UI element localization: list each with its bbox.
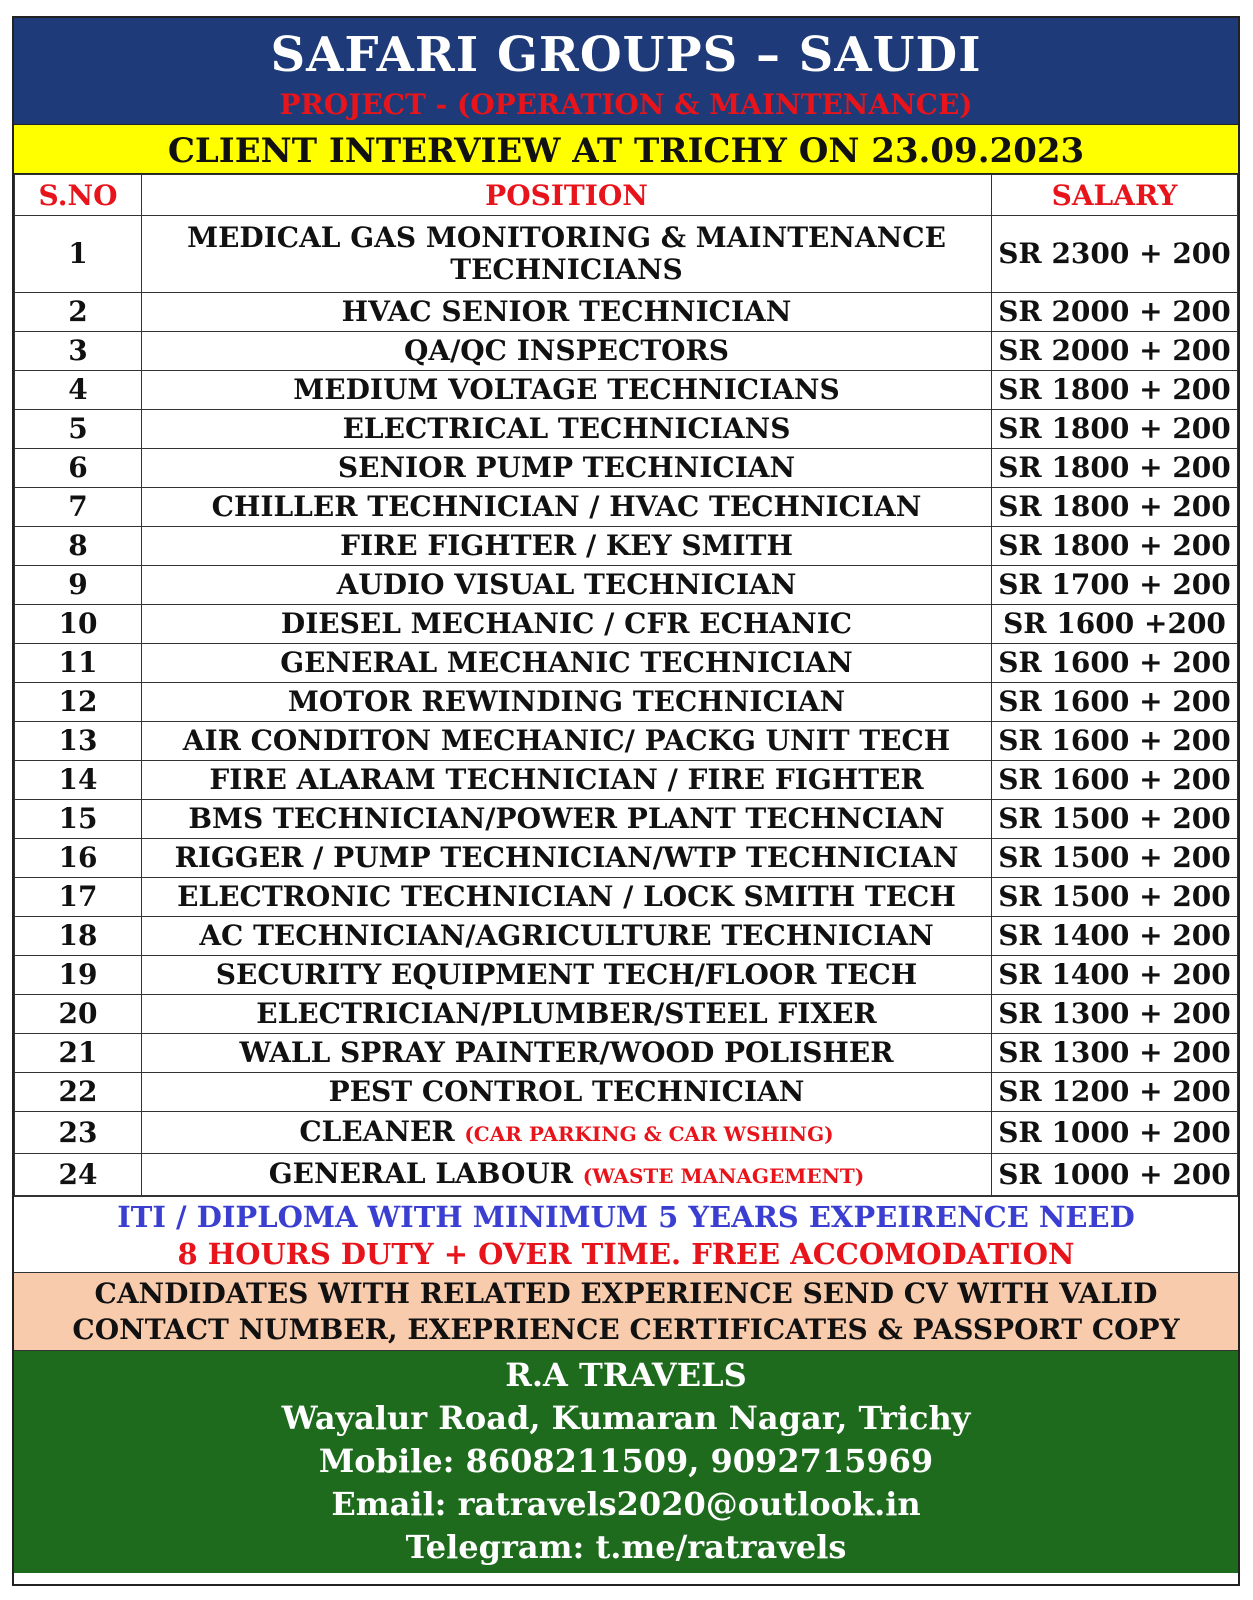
row-position — [142, 410, 992, 449]
row-sno: 6 — [15, 449, 142, 488]
row-salary: SR 1000 + 200 — [992, 1154, 1238, 1196]
interview-banner: CLIENT INTERVIEW AT TRICHY ON 23.09.2023 — [14, 124, 1238, 174]
row-sno: 4 — [15, 371, 142, 410]
position-title: SENIOR PUMP TECHNICIAN — [337, 451, 796, 484]
job-poster — [12, 16, 1240, 1586]
row-sno: 1 — [15, 216, 142, 293]
position-title: GENERAL LABOUR — [268, 1156, 574, 1190]
row-sno: 15 — [15, 800, 142, 839]
row-salary: SR 1500 + 200 — [992, 800, 1238, 839]
row-salary: SR 1000 + 200 — [992, 1112, 1238, 1154]
row-salary: SR 1800 + 200 — [992, 527, 1238, 566]
table-row — [15, 956, 1238, 995]
poster-title: SAFARI GROUPS – SAUDI — [270, 27, 982, 83]
table-row — [15, 1034, 1238, 1073]
row-position — [142, 293, 992, 332]
position-title: ELECTRICIAN/PLUMBER/STEEL FIXER — [256, 997, 877, 1030]
row-position — [142, 917, 992, 956]
company-mobile: Mobile: 8608211509, 9092715969 — [318, 1442, 934, 1480]
position-title: MOTOR REWINDING TECHNICIAN — [287, 685, 846, 718]
position-header: POSITION — [142, 175, 992, 216]
row-salary: SR 1500 + 200 — [992, 839, 1238, 878]
row-position — [142, 566, 992, 605]
position-note: (WASTE MANAGEMENT) — [582, 1163, 865, 1188]
row-salary: SR 1800 + 200 — [992, 449, 1238, 488]
contact-footer — [14, 1350, 1238, 1573]
sno-header: S.NO — [15, 175, 142, 216]
row-sno: 3 — [15, 332, 142, 371]
position-note: (CAR PARKING & CAR WSHING) — [464, 1121, 834, 1146]
row-position — [142, 527, 992, 566]
row-salary: SR 1600 +200 — [992, 605, 1238, 644]
row-salary: SR 1300 + 200 — [992, 995, 1238, 1034]
position-title: HVAC SENIOR TECHNICIAN — [341, 295, 792, 328]
row-salary: SR 1800 + 200 — [992, 371, 1238, 410]
table-row — [15, 332, 1238, 371]
row-sno: 10 — [15, 605, 142, 644]
row-position — [142, 995, 992, 1034]
candidates-instructions — [14, 1272, 1238, 1350]
table-row — [15, 644, 1238, 683]
table-row — [15, 1154, 1238, 1196]
row-sno: 11 — [15, 644, 142, 683]
row-position — [142, 761, 992, 800]
row-position — [142, 800, 992, 839]
row-sno: 14 — [15, 761, 142, 800]
position-title: MEDIUM VOLTAGE TECHNICIANS — [293, 373, 840, 406]
table-row — [15, 527, 1238, 566]
company-address: Wayalur Road, Kumaran Nagar, Trichy — [281, 1399, 971, 1437]
table-row — [15, 605, 1238, 644]
position-title: AUDIO VISUAL TECHNICIAN — [336, 568, 797, 601]
row-salary: SR 1200 + 200 — [992, 1073, 1238, 1112]
row-salary: SR 1800 + 200 — [992, 488, 1238, 527]
row-position — [142, 644, 992, 683]
table-row — [15, 800, 1238, 839]
candidates-line-1: CANDIDATES WITH RELATED EXPERIENCE SEND CV WITH VALID — [94, 1277, 1158, 1310]
row-sno: 20 — [15, 995, 142, 1034]
table-row — [15, 917, 1238, 956]
position-title: PEST CONTROL TECHNICIAN — [328, 1075, 805, 1108]
position-title: BMS TECHNICIAN/POWER PLANT TECHNCIAN — [188, 802, 945, 835]
row-sno: 22 — [15, 1073, 142, 1112]
row-position — [142, 371, 992, 410]
salary-header: SALARY — [992, 175, 1238, 216]
position-title: FIRE FIGHTER / KEY SMITH — [340, 529, 793, 562]
row-sno: 21 — [15, 1034, 142, 1073]
table-row — [15, 839, 1238, 878]
position-title: RIGGER / PUMP TECHNICIAN/WTP TECHNICIAN — [174, 841, 959, 874]
position-title: ELECTRICAL TECHNICIANS — [342, 412, 791, 445]
row-sno: 17 — [15, 878, 142, 917]
position-title: CLEANER — [299, 1114, 455, 1148]
table-row — [15, 488, 1238, 527]
row-position — [142, 878, 992, 917]
row-salary: SR 1600 + 200 — [992, 722, 1238, 761]
row-position — [142, 605, 992, 644]
row-salary: SR 1400 + 200 — [992, 917, 1238, 956]
row-sno: 8 — [15, 527, 142, 566]
table-row — [15, 878, 1238, 917]
row-sno: 23 — [15, 1112, 142, 1154]
row-position — [142, 216, 992, 293]
row-salary: SR 2000 + 200 — [992, 332, 1238, 371]
row-position — [142, 1154, 992, 1196]
positions-body — [15, 216, 1238, 1196]
row-position — [142, 683, 992, 722]
row-salary: SR 1600 + 200 — [992, 644, 1238, 683]
row-sno: 5 — [15, 410, 142, 449]
table-row — [15, 566, 1238, 605]
row-sno: 24 — [15, 1154, 142, 1196]
requirements-block — [14, 1196, 1238, 1272]
table-row — [15, 1112, 1238, 1154]
position-title: AC TECHNICIAN/AGRICULTURE TECHNICIAN — [199, 919, 934, 952]
row-sno: 2 — [15, 293, 142, 332]
duty-benefits: 8 HOURS DUTY + OVER TIME. FREE ACCOMODATION — [177, 1237, 1075, 1271]
table-header-row — [15, 175, 1238, 216]
table-row — [15, 216, 1238, 293]
table-row — [15, 371, 1238, 410]
position-title: FIRE ALARAM TECHNICIAN / FIRE FIGHTER — [209, 763, 924, 796]
row-position — [142, 722, 992, 761]
row-position — [142, 449, 992, 488]
row-position — [142, 839, 992, 878]
row-sno: 18 — [15, 917, 142, 956]
row-salary: SR 1700 + 200 — [992, 566, 1238, 605]
company-email[interactable]: Email: ratravels2020@outlook.in — [331, 1485, 921, 1523]
table-row — [15, 683, 1238, 722]
position-title: CHILLER TECHNICIAN / HVAC TECHNICIAN — [211, 490, 922, 523]
position-title: AIR CONDITON MECHANIC/ PACKG UNIT TECH — [182, 724, 951, 757]
row-sno: 7 — [15, 488, 142, 527]
row-position — [142, 1073, 992, 1112]
table-row — [15, 1073, 1238, 1112]
row-salary: SR 1600 + 200 — [992, 761, 1238, 800]
candidates-line-2: CONTACT NUMBER, EXEPRIENCE CERTIFICATES & PASSPORT COPY — [72, 1313, 1180, 1346]
row-salary: SR 1300 + 200 — [992, 1034, 1238, 1073]
row-position — [142, 956, 992, 995]
row-sno: 9 — [15, 566, 142, 605]
row-salary: SR 1600 + 200 — [992, 683, 1238, 722]
position-title: SECURITY EQUIPMENT TECH/FLOOR TECH — [215, 958, 918, 991]
row-position — [142, 1034, 992, 1073]
row-sno: 19 — [15, 956, 142, 995]
row-salary: SR 1500 + 200 — [992, 878, 1238, 917]
row-salary: SR 2000 + 200 — [992, 293, 1238, 332]
position-title: QA/QC INSPECTORS — [403, 334, 730, 367]
position-title: WALL SPRAY PAINTER/WOOD POLISHER — [239, 1036, 894, 1069]
table-row — [15, 449, 1238, 488]
row-sno: 13 — [15, 722, 142, 761]
row-sno: 12 — [15, 683, 142, 722]
company-name: R.A TRAVELS — [505, 1356, 747, 1394]
position-title: ELECTRONIC TECHNICIAN / LOCK SMITH TECH — [177, 880, 956, 913]
position-title: DIESEL MECHANIC / CFR ECHANIC — [280, 607, 853, 640]
positions-table — [14, 174, 1238, 1196]
row-position — [142, 488, 992, 527]
row-salary: SR 1400 + 200 — [992, 956, 1238, 995]
table-row — [15, 410, 1238, 449]
row-sno: 16 — [15, 839, 142, 878]
row-salary: SR 2300 + 200 — [992, 216, 1238, 293]
table-row — [15, 761, 1238, 800]
header-banner — [14, 18, 1238, 124]
project-subtitle: PROJECT - (OPERATION & MAINTENANCE) — [279, 88, 973, 121]
qualification-requirement: ITI / DIPLOMA WITH MINIMUM 5 YEARS EXPEIRENCE NEED — [117, 1200, 1135, 1234]
position-title: GENERAL MECHANIC TECHNICIAN — [280, 646, 853, 679]
table-row — [15, 995, 1238, 1034]
table-row — [15, 722, 1238, 761]
company-telegram[interactable]: Telegram: t.me/ratravels — [405, 1528, 847, 1566]
row-position — [142, 332, 992, 371]
position-title: MEDICAL GAS MONITORING & MAINTENANCE TECHNICIANS — [187, 221, 946, 286]
row-position — [142, 1112, 992, 1154]
table-row — [15, 293, 1238, 332]
row-salary: SR 1800 + 200 — [992, 410, 1238, 449]
